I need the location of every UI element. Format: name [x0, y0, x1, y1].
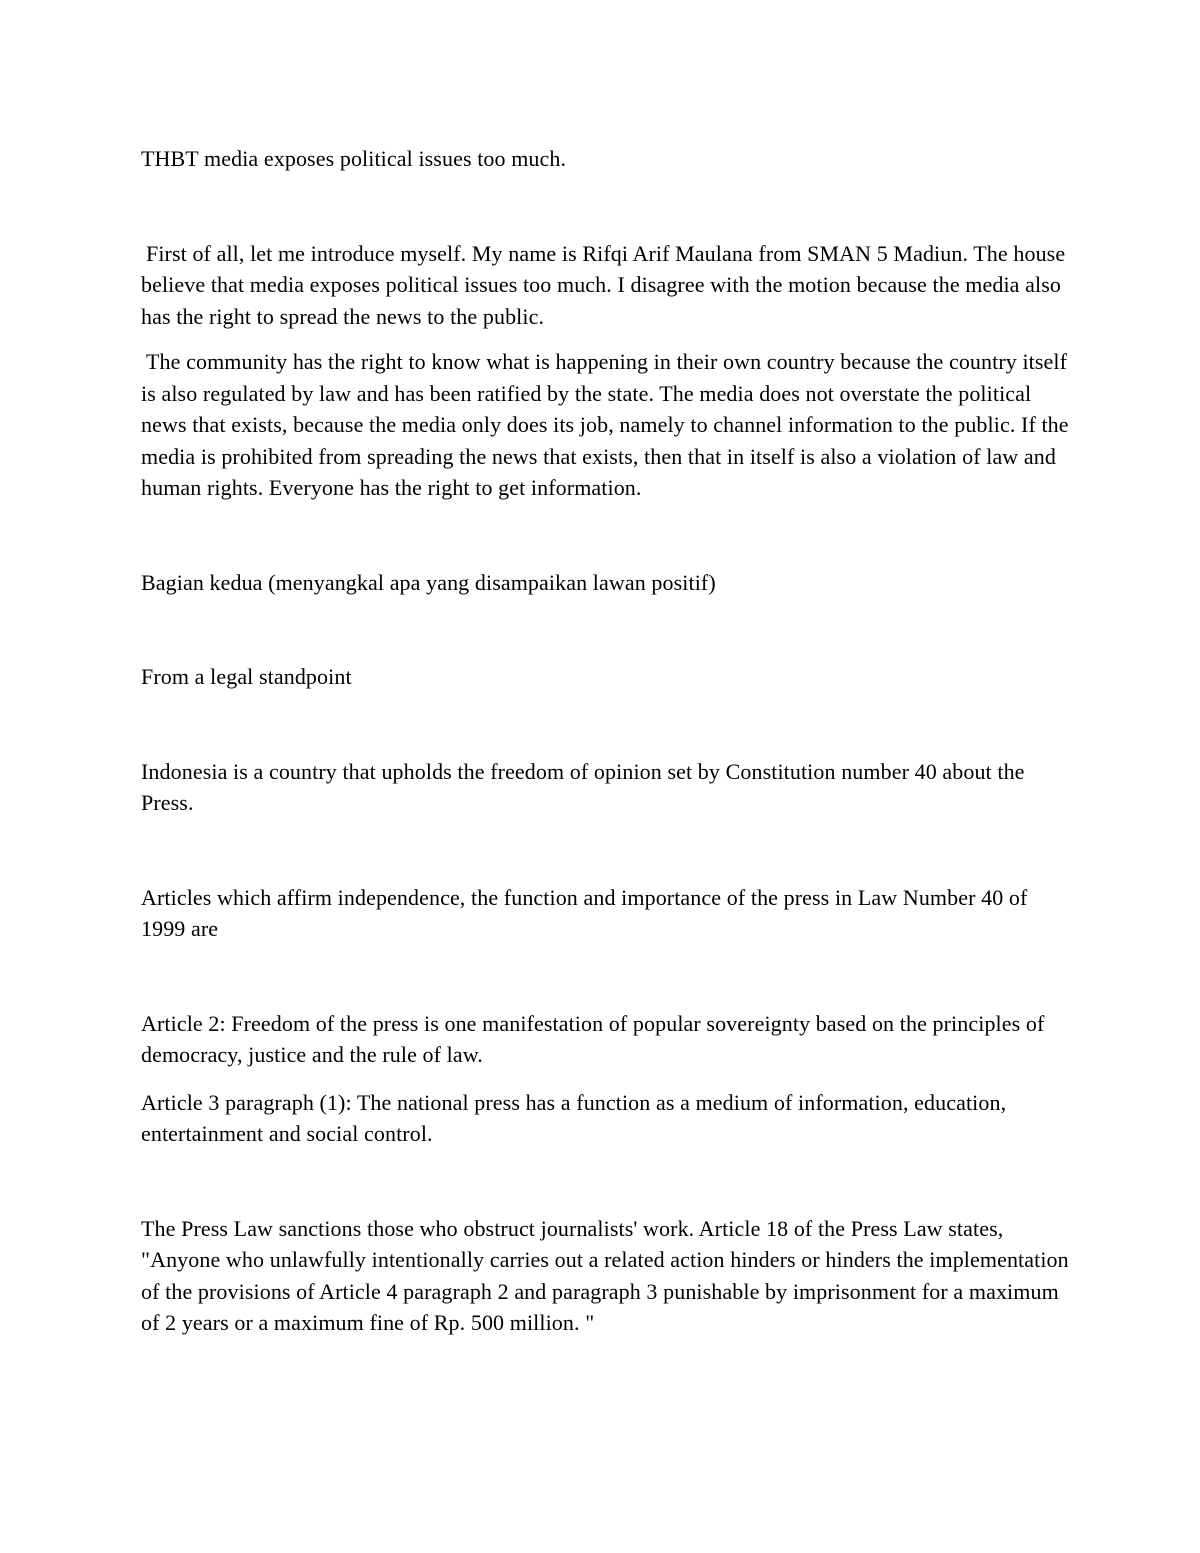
paragraph-article-2: Article 2: Freedom of the press is one manifestation of popular sovereignty based on the principles of democracy, justice and the rule of law. [141, 1010, 1045, 1067]
paragraph-indonesia-freedom: Indonesia is a country that upholds the freedom of opinion set by Constitution number 40 about the Press. [141, 758, 1025, 815]
paragraph-legal-standpoint: From a legal standpoint [141, 664, 352, 689]
paragraph-right-to-know: The community has the right to know what is happening in their own country because the country itself is also regulated by law and has been ratified by the state. The media does not overstate the political news that exists, because the media only does its job, namely to channel information to the public. If the media is prohibited from spreading the news that exists, then that in itself is also a violation of law and human rights. Everyone has the right to get information. [141, 349, 1069, 500]
paragraph-article-3: Article 3 paragraph (1): The national press has a function as a medium of information, education, entertainment and social control. [141, 1089, 1007, 1146]
paragraph-introduction: First of all, let me introduce myself. My name is Rifqi Arif Maulana from SMAN 5 Madiun. The house believe that media exposes political issues too much. I disagree with the motion because the media also has the right to spread the news to the public. [141, 240, 1066, 329]
document-body [141, 143, 1071, 1339]
document-title: THBT media exposes political issues too much. [141, 146, 567, 171]
paragraph-press-law-sanctions: The Press Law sanctions those who obstruct journalists' work. Article 18 of the Press Law states, "Anyone who unlawfully intentionally carries out a related action hinders or hinders the implementation of the provisions of Article 4 paragraph 2 and paragraph 3 punishable by imprisonment for a maximum of 2 years or a maximum fine of Rp. 500 million. " [141, 1215, 1069, 1335]
paragraph-section-heading: Bagian kedua (menyangkal apa yang disampaikan lawan positif) [141, 569, 716, 595]
paragraph-articles-intro: Articles which affirm independence, the function and importance of the press in Law Number 40 of 1999 are [141, 884, 1028, 941]
